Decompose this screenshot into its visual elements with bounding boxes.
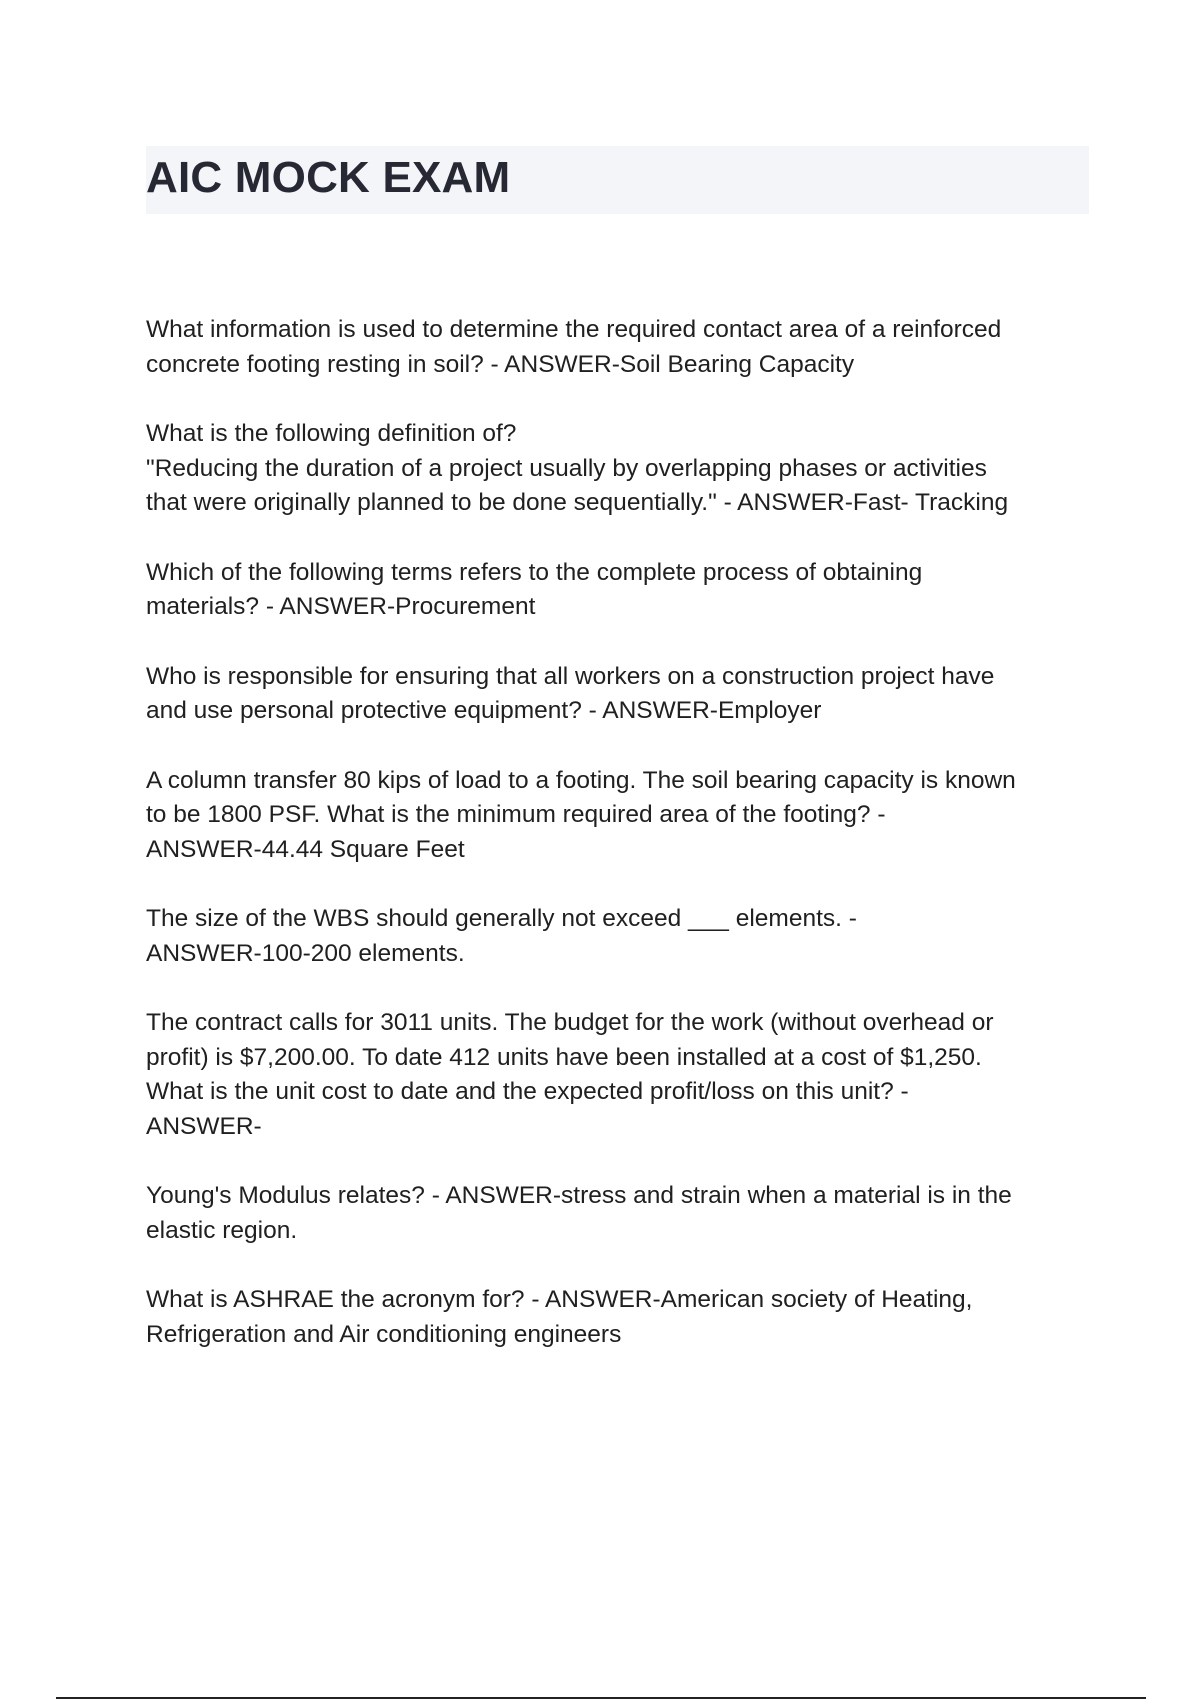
footer-divider (56, 1697, 1146, 1699)
qa-item-6: The size of the WBS should generally not exceed ___ elements. - ANSWER-100-200 elements. (146, 905, 857, 967)
qa-item-4: Who is responsible for ensuring that all workers on a construction project have and use personal protective equipment? - ANSWER-Employer (146, 662, 995, 724)
qa-item-1: What information is used to determine the required contact area of a reinforced concrete footing resting in soil? - ANSWER-Soil Bearing Capacity (146, 316, 1002, 378)
title-banner (146, 146, 1089, 214)
question-answer-list (146, 313, 1086, 1387)
document-title: AIC MOCK EXAM (146, 153, 511, 202)
qa-item-5: A column transfer 80 kips of load to a footing. The soil bearing capacity is known to be 1800 PSF. What is the minimum required area of the footing? - ANSWER-44.44 Square Feet (146, 766, 1016, 863)
qa-item-9: What is ASHRAE the acronym for? - ANSWER-American society of Heating, Refrigeration and Air conditioning engineers (146, 1286, 973, 1348)
qa-item-2: What is the following definition of? "Reducing the duration of a project usually by overlapping phases or activities that were originally planned to be done sequentially." - ANSWER-Fast- Tracking (146, 420, 1009, 516)
qa-item-8: Young's Modulus relates? - ANSWER-stress and strain when a material is in the elastic region. (146, 1182, 1012, 1244)
qa-item-7: The contract calls for 3011 units. The budget for the work (without overhead or profit) is $7,200.00. To date 412 units have been installed at a cost of $1,250. What is the unit cost to date and the expected profit/loss on this unit? - ANSWER- (146, 1009, 994, 1140)
qa-item-3: Which of the following terms refers to the complete process of obtaining materials? - ANSWER-Procurement (146, 558, 923, 620)
